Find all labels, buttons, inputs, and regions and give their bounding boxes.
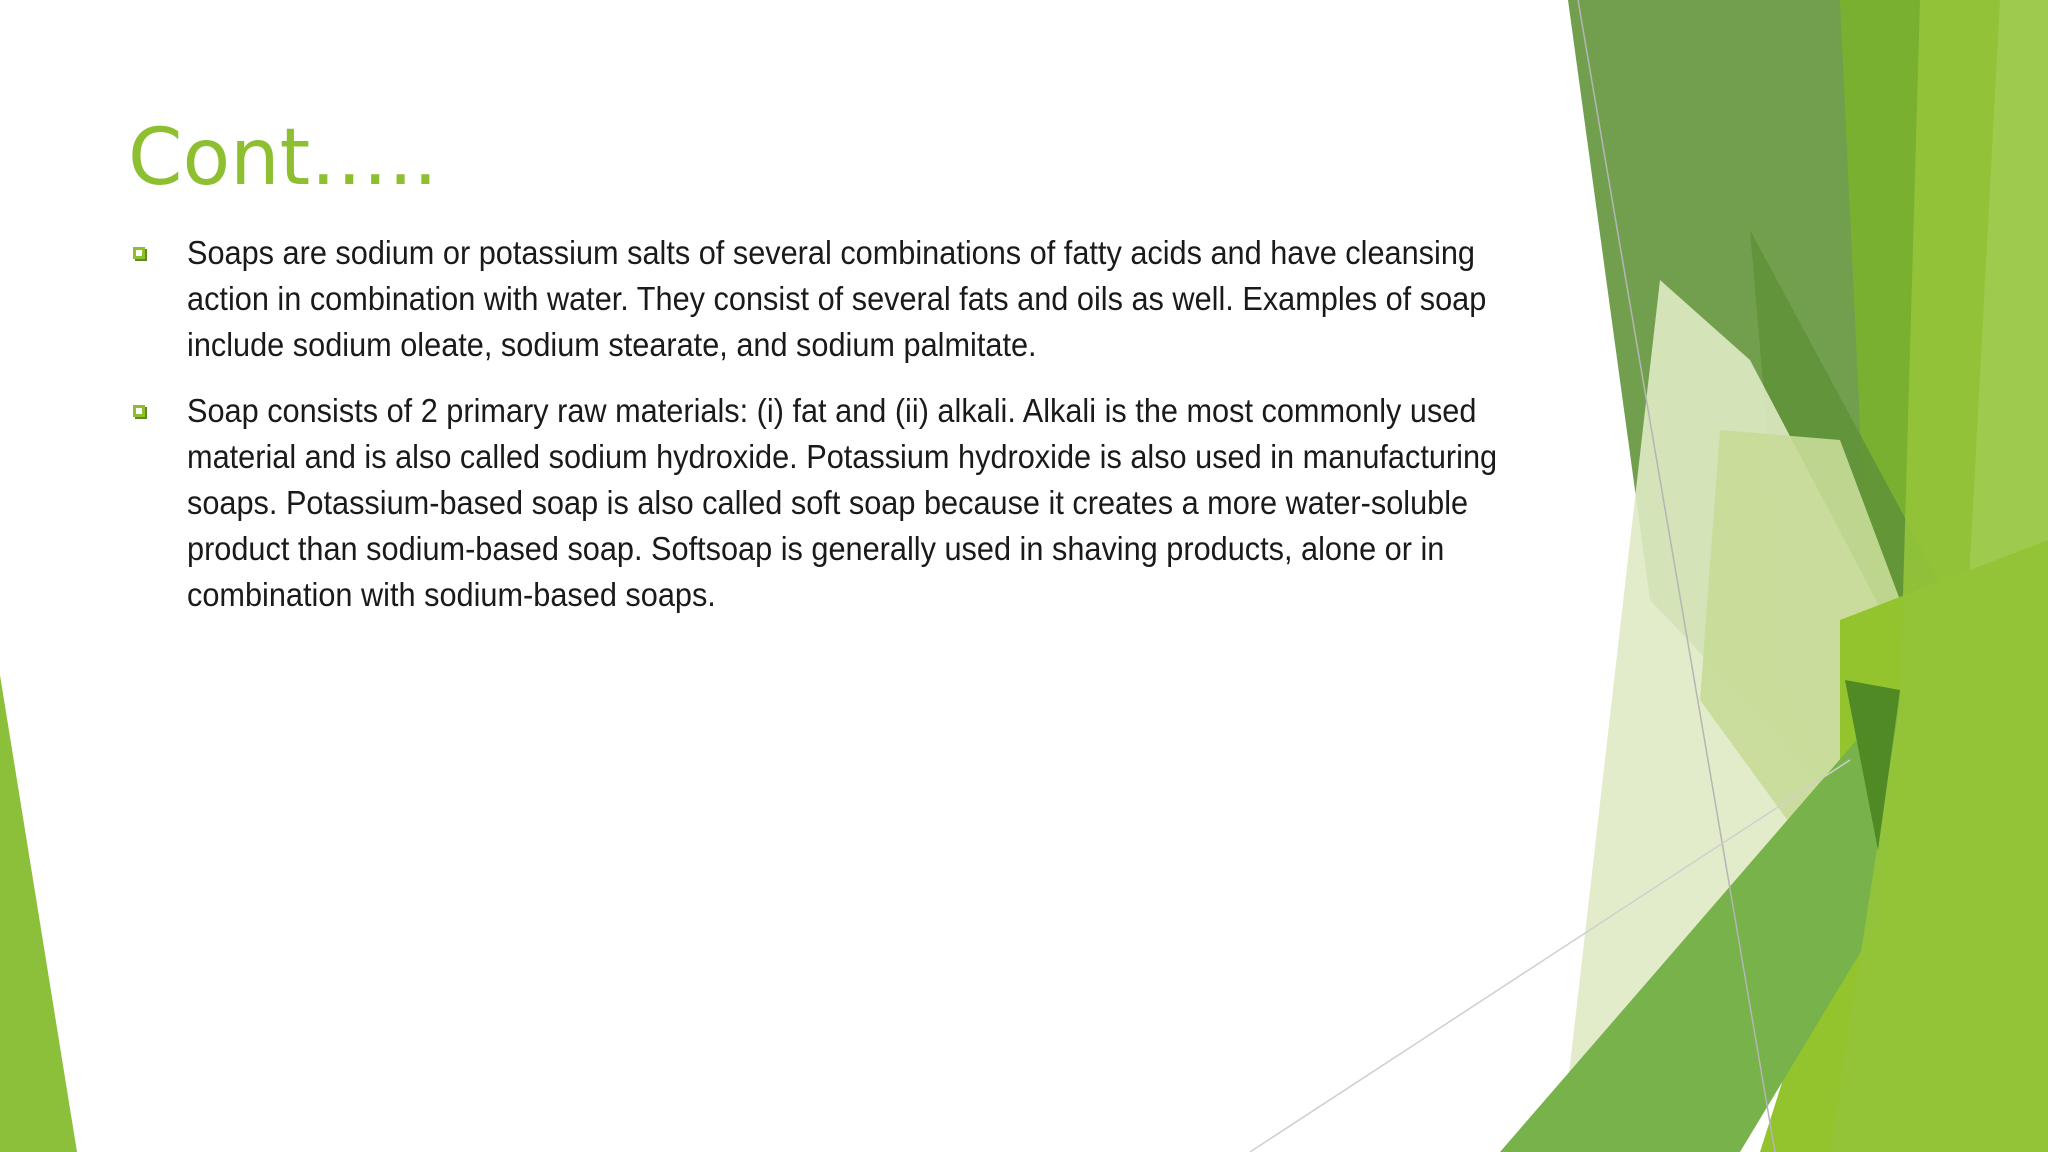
bullet-list <box>128 230 1548 638</box>
slide-title: Cont….. <box>128 113 438 203</box>
bullet-text: Soaps are sodium or potassium salts of several combinations of fatty acids and have cleansing action in combination with water. They consist of several fats and oils as well. Examples of soap include sodium oleate, sodium stearate, and sodium palmitate. <box>187 234 1487 363</box>
deco-left-triangle <box>0 675 77 1152</box>
checkbox-bullet-icon <box>133 247 145 259</box>
checkbox-bullet-icon <box>133 405 145 417</box>
bullet-item <box>128 388 1548 618</box>
bullet-item <box>128 230 1548 368</box>
bullet-text: Soap consists of 2 primary raw materials: (i) fat and (ii) alkali. Alkali is the most commonly used material and is also called sodium hydroxide. Potassium hydroxide is also used in manufacturing soaps. Potassium-based soap is also called soft soap because it creates a more water-soluble product than sodium-based soap. Softsoap is generally used in shaving products, alone or in combination with sodium-based soaps. <box>187 392 1498 613</box>
